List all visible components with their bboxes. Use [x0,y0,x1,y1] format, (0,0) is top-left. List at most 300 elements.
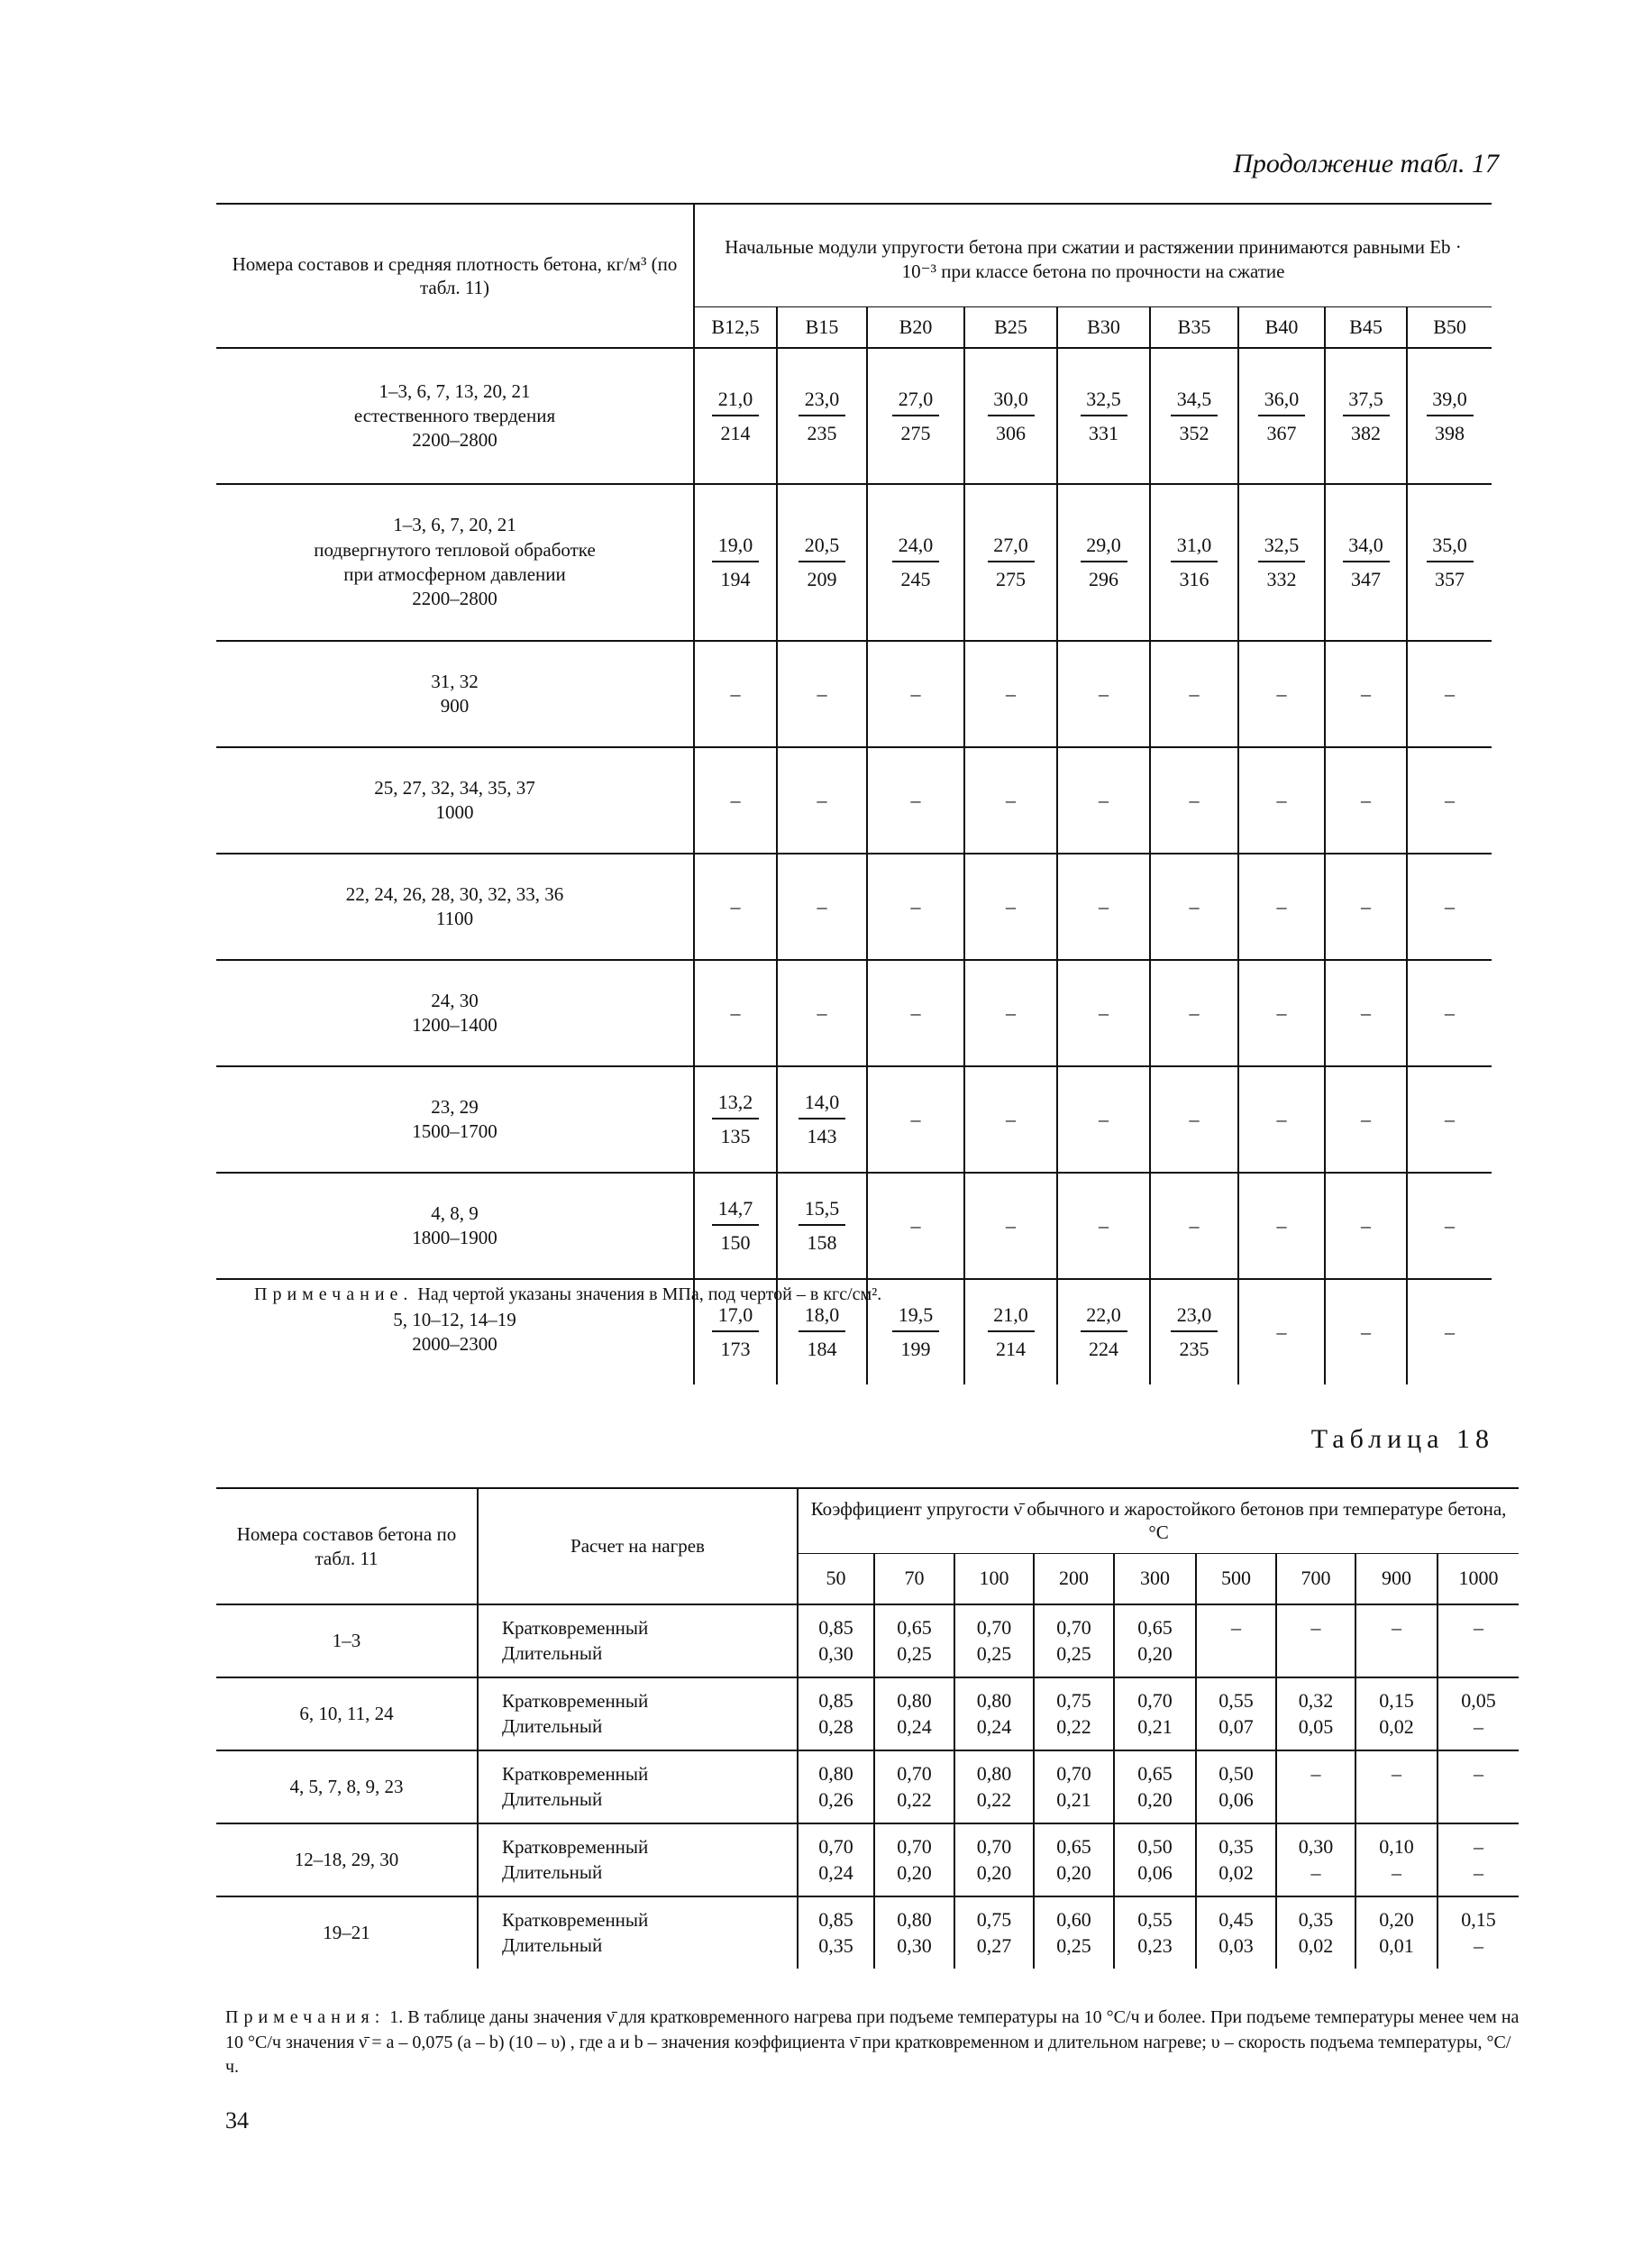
modulus-cell [1407,854,1492,960]
coefficient-cell [798,1823,874,1896]
empty-dash: – [1189,895,1200,918]
fraction-value [799,534,845,591]
empty-dash: – [1361,1108,1371,1130]
coefficient-cell [1438,1896,1519,1969]
long-term-value: 0,21 [1056,1787,1091,1811]
coefficient-cell [1355,1750,1438,1823]
modulus-cell [964,484,1057,641]
empty-dash: – [1099,895,1109,918]
row-label-line: 2200–2800 [412,429,497,452]
value-mpa: 14,7 [712,1197,759,1226]
empty-dash: – [1276,682,1287,705]
value-mpa: 35,0 [1427,534,1474,562]
concrete-class-header: B30 [1057,307,1150,349]
t17-main-header: Начальные модули упругости бетона при сжатии и растяжении принимаются равными Eb · 10⁻³ при классе бетона по прочности на сжатие [694,204,1492,307]
page-number: 34 [225,2107,249,2134]
value-kgf: 331 [1089,421,1118,444]
empty-dash: – [1361,1001,1371,1024]
value-kgf: 214 [996,1338,1026,1360]
short-term-value: 0,70 [1137,1688,1173,1712]
modulus-cell [964,348,1057,484]
modulus-cell [777,854,867,960]
empty-dash: – [1276,1214,1287,1237]
short-term-value: 0,85 [818,1615,853,1639]
fraction-value [988,1303,1035,1361]
value-mpa: 15,5 [799,1197,845,1226]
modulus-cell [1325,1279,1407,1384]
value-mpa: 29,0 [1081,534,1127,562]
row-label-line: 31, 32 [431,670,479,692]
coefficient-cell [1438,1677,1519,1750]
value-mpa: 21,0 [988,1303,1035,1332]
composition-group: 12–18, 29, 30 [216,1823,478,1896]
value-kgf: 316 [1179,568,1209,590]
short-term-value: 0,15 [1379,1688,1414,1712]
value-kgf: 275 [900,421,931,444]
empty-dash: – [1445,1320,1456,1343]
value-mpa: 22,0 [1081,1303,1127,1332]
short-term-value: 0,50 [1137,1834,1173,1858]
value-mpa: 13,2 [712,1091,759,1119]
note17-label: Примечание. [254,1284,414,1304]
temperature-header: 200 [1034,1553,1114,1604]
concrete-class-header: B12,5 [694,307,777,349]
empty-dash: – [1276,1320,1287,1343]
heating-type [478,1677,798,1750]
modulus-cell [867,747,964,854]
coefficient-cell [874,1604,954,1677]
coefficient-cell [874,1823,954,1896]
modulus-cell [867,348,964,484]
modulus-cell [1325,484,1407,641]
value-kgf: 173 [720,1338,751,1360]
value-mpa: 27,0 [892,388,939,416]
coefficient-cell [1276,1750,1355,1823]
row-label-line: 1800–1900 [412,1227,497,1248]
modulus-cell [1150,348,1238,484]
modulus-cell [1325,747,1407,854]
long-term-value: 0,22 [1056,1714,1091,1738]
short-term-value: 0,10 [1379,1834,1414,1858]
value-kgf: 235 [807,421,837,444]
empty-dash: – [1361,682,1371,705]
coefficient-cell [1114,1896,1196,1969]
coefficient-cell [954,1823,1034,1896]
modulus-cell [867,641,964,747]
coefficient-cell [1196,1750,1276,1823]
modulus-cell [964,960,1057,1066]
fraction-value [892,1303,939,1361]
row-label-line: 1100 [435,908,474,929]
row-label-line: 1000 [435,801,474,823]
fraction-value [1081,388,1127,445]
row-label [216,641,694,747]
empty-dash: – [1099,1108,1109,1130]
t18-main-header: Коэффициент упругости ν̄ обычного и жаростойкого бетонов при температуре бетона, °С [798,1488,1519,1553]
empty-dash: – [1006,1108,1016,1130]
row-label-line: 2000–2300 [412,1333,497,1355]
value-kgf: 199 [900,1338,931,1360]
empty-dash: – [910,895,921,918]
value-mpa: 20,5 [799,534,845,562]
empty-dash: – [910,1214,921,1237]
table-row [216,1173,1492,1279]
modulus-cell [1325,348,1407,484]
short-term-value: 0,05 [1461,1688,1496,1712]
continuation-title: Продолжение табл. 17 [1233,149,1499,178]
modulus-cell [694,348,777,484]
long-term-value: – [1474,1714,1484,1738]
empty-dash: – [1006,895,1016,918]
concrete-class-header: B25 [964,307,1057,349]
concrete-class-header: B15 [777,307,867,349]
short-term-value: – [1474,1761,1484,1785]
value-kgf: 194 [720,568,751,590]
empty-dash: – [1099,789,1109,811]
long-term-value: 0,35 [818,1933,853,1957]
temperature-header: 100 [954,1553,1034,1604]
long-term-label: Длительный [502,1714,603,1737]
heating-type [478,1823,798,1896]
value-kgf: 332 [1266,568,1297,590]
long-term-value: 0,03 [1218,1933,1254,1957]
long-term-value: 0,24 [818,1860,853,1884]
modulus-cell [867,484,964,641]
empty-dash: – [730,682,741,705]
fraction-value [1171,534,1218,591]
coefficient-cell [1196,1604,1276,1677]
fraction-value [799,1197,845,1255]
coefficient-cell [1114,1677,1196,1750]
coefficient-cell [1034,1896,1114,1969]
coefficient-cell [1034,1823,1114,1896]
modulus-cell [867,1066,964,1173]
long-term-label: Длительный [502,1641,603,1664]
temperature-header: 900 [1355,1553,1438,1604]
modulus-cell [1057,960,1150,1066]
table18-title: Таблица 18 [1310,1424,1494,1454]
fraction-value [1343,534,1390,591]
long-term-label: Длительный [502,1860,603,1883]
composition-group: 4, 5, 7, 8, 9, 23 [216,1750,478,1823]
modulus-cell [1238,960,1325,1066]
long-term-value: 0,24 [897,1714,932,1738]
long-term-value: – [1474,1860,1484,1884]
row-label-line: 23, 29 [431,1095,479,1118]
coefficient-cell [798,1677,874,1750]
composition-group: 19–21 [323,1922,370,1943]
short-term-value: 0,65 [897,1615,932,1639]
short-term-value: 0,20 [1379,1907,1414,1931]
concrete-class-header: B50 [1407,307,1492,349]
value-mpa: 19,5 [892,1303,939,1332]
value-kgf: 235 [1179,1338,1209,1360]
note18-label: Примечания: [225,2007,386,2027]
temperature-header: 300 [1114,1553,1196,1604]
empty-dash: – [910,1001,921,1024]
empty-dash: – [1189,1108,1200,1130]
modulus-cell [777,348,867,484]
short-term-label: Кратковременный [502,1909,649,1932]
short-term-value: 0,80 [976,1688,1012,1712]
table17-note [254,1284,881,1305]
modulus-cell [694,641,777,747]
modulus-cell [867,960,964,1066]
row-label-line: 1500–1700 [412,1120,497,1142]
row-label [216,348,694,484]
table18-notes [225,2006,1523,2080]
empty-dash: – [1276,1108,1287,1130]
table-row [216,960,1492,1066]
modulus-cell [1238,1173,1325,1279]
fraction-value [1081,1303,1127,1361]
long-term-value: 0,05 [1298,1714,1334,1738]
empty-dash: – [1189,789,1200,811]
modulus-cell [1057,854,1150,960]
coefficient-cell [1034,1750,1114,1823]
table-row [216,1823,1519,1896]
value-mpa: 23,0 [1171,1303,1218,1332]
short-term-value: – [1392,1615,1401,1639]
note18-text: 1. В таблице даны значения ν̄ для кратковременного нагрева при подъеме температуры на 10 °С/ч и более. При подъеме температуры менее чем на 10 °С/ч значения ν̄ = a – 0,075 (a – b) (10 – υ) , где a и b – значения коэффициента ν̄ при кратковременном и длительном нагреве; υ – скорость подъема температуры, °С/ч. [225,2007,1520,2078]
row-label-line: 4, 8, 9 [431,1202,479,1224]
long-term-value: 0,25 [897,1641,932,1665]
modulus-cell [1238,641,1325,747]
value-mpa: 34,0 [1343,534,1390,562]
modulus-cell [1150,854,1238,960]
fraction-value [892,388,939,445]
t18-calc-header: Расчет на нагрев [478,1488,798,1604]
modulus-cell [1150,641,1238,747]
modulus-cell [1407,1173,1492,1279]
coefficient-cell [1196,1823,1276,1896]
short-term-value: – [1392,1761,1401,1785]
empty-dash: – [910,1108,921,1130]
short-term-value: – [1310,1615,1321,1639]
long-term-value: 0,25 [976,1641,1012,1665]
row-label-line: при атмосферном давлении [343,563,566,585]
heating-type [478,1896,798,1969]
modulus-cell [1325,854,1407,960]
fraction-value [712,388,759,445]
long-term-value: 0,26 [818,1787,853,1811]
coefficient-cell [874,1750,954,1823]
table-17 [216,203,1492,1384]
empty-dash: – [1361,1214,1371,1237]
modulus-cell [1407,641,1492,747]
short-term-label: Кратковременный [502,1763,649,1786]
short-term-value: 0,75 [976,1907,1012,1931]
coefficient-cell [798,1896,874,1969]
empty-dash: – [817,682,827,705]
short-term-value: – [1474,1615,1484,1639]
value-kgf: 150 [720,1231,751,1254]
coefficient-cell [1196,1677,1276,1750]
empty-dash: – [1445,1001,1456,1024]
modulus-cell [1238,747,1325,854]
value-mpa: 18,0 [799,1303,845,1332]
fraction-value [1081,534,1127,591]
long-term-value: 0,06 [1218,1787,1254,1811]
short-term-value: 0,75 [1056,1688,1091,1712]
coefficient-cell [1355,1677,1438,1750]
empty-dash: – [1445,1108,1456,1130]
value-kgf: 398 [1435,421,1465,444]
modulus-cell [694,747,777,854]
long-term-value: 0,22 [976,1787,1012,1811]
concrete-class-header: B35 [1150,307,1238,349]
table-row [216,1896,1519,1969]
modulus-cell [1407,1279,1492,1384]
row-label-line: подвергнутого тепловой обработке [314,538,596,561]
value-kgf: 245 [900,568,931,590]
t17-left-header: Номера составов и средняя плотность бетона, кг/м³ (по табл. 11) [216,204,694,348]
modulus-cell [1407,348,1492,484]
value-mpa: 31,0 [1171,534,1218,562]
table-row [216,641,1492,747]
modulus-cell [1238,1279,1325,1384]
empty-dash: – [1445,682,1456,705]
long-term-value: 0,21 [1137,1714,1173,1738]
modulus-cell [964,641,1057,747]
empty-dash: – [1189,1214,1200,1237]
short-term-value: 0,80 [897,1907,932,1931]
empty-dash: – [1361,895,1371,918]
empty-dash: – [1099,682,1109,705]
short-term-value: 0,30 [1298,1834,1334,1858]
coefficient-cell [1438,1750,1519,1823]
modulus-cell [1057,1173,1150,1279]
modulus-cell [1057,348,1150,484]
empty-dash: – [730,1001,741,1024]
temperature-header: 1000 [1438,1553,1519,1604]
modulus-cell [1150,1066,1238,1173]
short-term-value: 0,70 [897,1761,932,1785]
table-row [216,1604,1519,1677]
short-term-value: 0,70 [897,1834,932,1858]
empty-dash: – [910,789,921,811]
composition-group: 6, 10, 11, 24 [216,1677,478,1750]
short-term-value: 0,55 [1218,1688,1254,1712]
note17-text: Над чертой указаны значения в МПа, под чертой – в кгс/см². [413,1284,882,1304]
coefficient-cell [874,1896,954,1969]
short-term-value: 0,35 [1298,1907,1334,1931]
value-mpa: 24,0 [892,534,939,562]
coefficient-cell [1438,1823,1519,1896]
modulus-cell [777,960,867,1066]
value-kgf: 382 [1351,421,1381,444]
short-term-label: Кратковременный [502,1690,649,1713]
row-label-line: 1–3, 6, 7, 13, 20, 21 [379,379,531,402]
modulus-cell [964,1066,1057,1173]
fraction-value [892,534,939,591]
value-kgf: 275 [996,568,1026,590]
long-term-value: 0,30 [897,1933,932,1957]
long-term-value [1356,1787,1437,1814]
long-term-value: 0,20 [976,1860,1012,1884]
empty-dash: – [730,789,741,811]
coefficient-cell [798,1604,874,1677]
modulus-cell [964,747,1057,854]
short-term-value: 0,70 [976,1834,1012,1858]
coefficient-cell [1276,1896,1355,1969]
value-mpa: 32,5 [1081,388,1127,416]
temperature-header: 700 [1276,1553,1355,1604]
empty-dash: – [1361,1320,1371,1343]
short-term-value: – [1231,1615,1241,1639]
short-term-value: 0,80 [976,1761,1012,1785]
fraction-value [712,1197,759,1255]
long-term-value: 0,07 [1218,1714,1254,1738]
value-kgf: 184 [807,1338,837,1360]
long-term-value: 0,28 [818,1714,853,1738]
heating-type [478,1604,798,1677]
short-term-value: 0,80 [818,1761,853,1785]
fraction-value [712,534,759,591]
modulus-cell [1238,484,1325,641]
value-kgf: 352 [1179,421,1209,444]
modulus-cell [1150,747,1238,854]
empty-dash: – [1276,789,1287,811]
empty-dash: – [910,682,921,705]
value-kgf: 209 [807,568,837,590]
short-term-value: 0,65 [1137,1615,1173,1639]
coefficient-cell [954,1750,1034,1823]
short-term-value: 0,60 [1056,1907,1091,1931]
empty-dash: – [1006,1214,1016,1237]
modulus-cell [694,1173,777,1279]
row-label [216,747,694,854]
table-row [216,1066,1492,1173]
modulus-cell [777,484,867,641]
value-kgf: 135 [720,1125,751,1147]
coefficient-cell [1355,1604,1438,1677]
empty-dash: – [1006,789,1016,811]
value-kgf: 143 [807,1125,837,1147]
long-term-value: 0,02 [1298,1933,1334,1957]
coefficient-cell [1276,1677,1355,1750]
empty-dash: – [1361,789,1371,811]
fraction-value [712,1303,759,1361]
coefficient-cell [1355,1896,1438,1969]
fraction-value [1427,388,1474,445]
short-term-value: 0,45 [1218,1907,1254,1931]
fraction-value [712,1091,759,1148]
value-mpa: 34,5 [1171,388,1218,416]
value-mpa: 36,0 [1258,388,1305,416]
long-term-value: 0,22 [897,1787,932,1811]
value-mpa: 21,0 [712,388,759,416]
coefficient-cell [1034,1604,1114,1677]
fraction-value [1343,388,1390,445]
empty-dash: – [1006,682,1016,705]
value-kgf: 158 [807,1231,837,1254]
short-term-value: 0,65 [1137,1761,1173,1785]
temperature-header: 70 [874,1553,954,1604]
empty-dash: – [1445,1214,1456,1237]
row-label-line: 24, 30 [431,989,479,1011]
empty-dash: – [730,895,741,918]
coefficient-cell [1196,1896,1276,1969]
modulus-cell [1150,484,1238,641]
modulus-cell [1407,1066,1492,1173]
fraction-value [1171,1303,1218,1361]
coefficient-cell [954,1896,1034,1969]
empty-dash: – [1445,895,1456,918]
coefficient-cell [1355,1823,1438,1896]
modulus-cell [777,747,867,854]
modulus-cell [1407,747,1492,854]
